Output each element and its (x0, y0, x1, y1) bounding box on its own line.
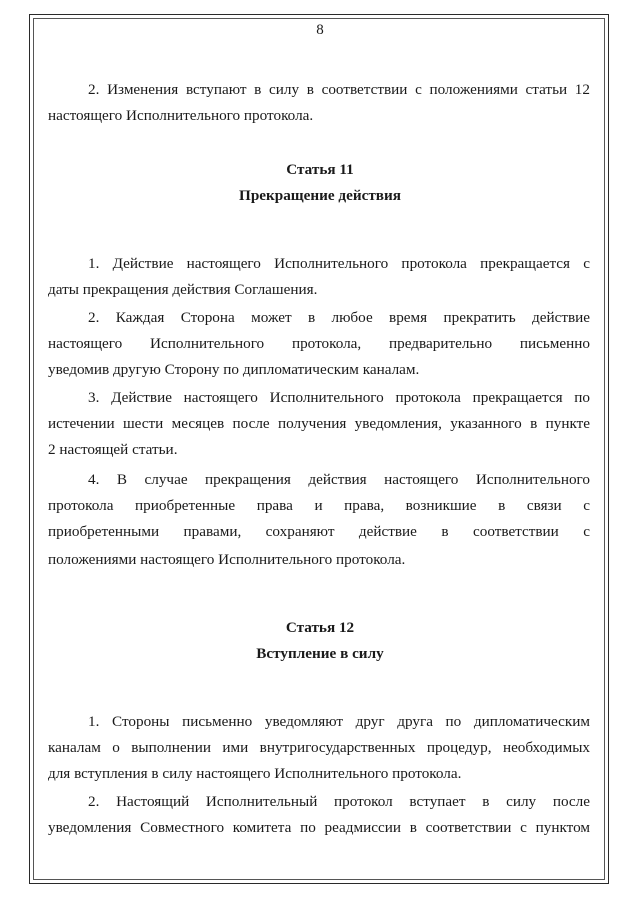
art11-p4-line-1: 4. В случае прекращения действия настоящего Исполнительного (88, 471, 590, 488)
art12-p1-line-3: для вступления в силу настоящего Исполнительного протокола. (48, 765, 462, 782)
art11-p4-line-2: протокола приобретенные права и права, возникшие в связи с (48, 497, 590, 514)
art12-p1-line-2: каналам о выполнении ими внутригосударственных процедур, необходимых (48, 739, 590, 756)
intro-line-2: настоящего Исполнительного протокола. (48, 107, 314, 124)
art11-p3-line-1: 3. Действие настоящего Исполнительного протокола прекращается по (88, 389, 590, 406)
art11-p4-line-3: приобретенными правами, сохраняют действие в соответствии с (48, 523, 590, 540)
article-12-title: Статья 12 (285, 619, 355, 636)
art11-p2-line-1: 2. Каждая Сторона может в любое время прекратить действие (88, 309, 590, 326)
art11-p1-line-2: даты прекращения действия Соглашения. (48, 281, 318, 298)
art12-p1-line-1: 1. Стороны письменно уведомляют друг друга по дипломатическим (88, 713, 590, 730)
page-number: 8 (316, 22, 324, 38)
intro-line-1: 2. Изменения вступают в силу в соответствии с положениями статьи 12 (88, 81, 590, 98)
art11-p2-line-2: настоящего Исполнительного протокола, предварительно письменно (48, 335, 590, 352)
art12-p2-line-2: уведомления Совместного комитета по реадмиссии в соответствии с пунктом (48, 819, 590, 836)
article-12-subtitle: Вступление в силу (256, 645, 384, 662)
art11-p3-line-2: истечении шести месяцев после получения уведомления, указанного в пункте (48, 415, 590, 432)
article-11-title: Статья 11 (286, 161, 354, 178)
article-11-subtitle: Прекращение действия (239, 187, 401, 204)
art11-p4-line-4: положениями настоящего Исполнительного протокола. (48, 551, 406, 568)
art12-p2-line-1: 2. Настоящий Исполнительный протокол вступает в силу после (88, 793, 590, 810)
art11-p2-line-3: уведомив другую Сторону по дипломатическим каналам. (48, 361, 420, 378)
art11-p3-line-3: 2 настоящей статьи. (48, 441, 178, 458)
art11-p1-line-1: 1. Действие настоящего Исполнительного протокола прекращается с (88, 255, 590, 272)
